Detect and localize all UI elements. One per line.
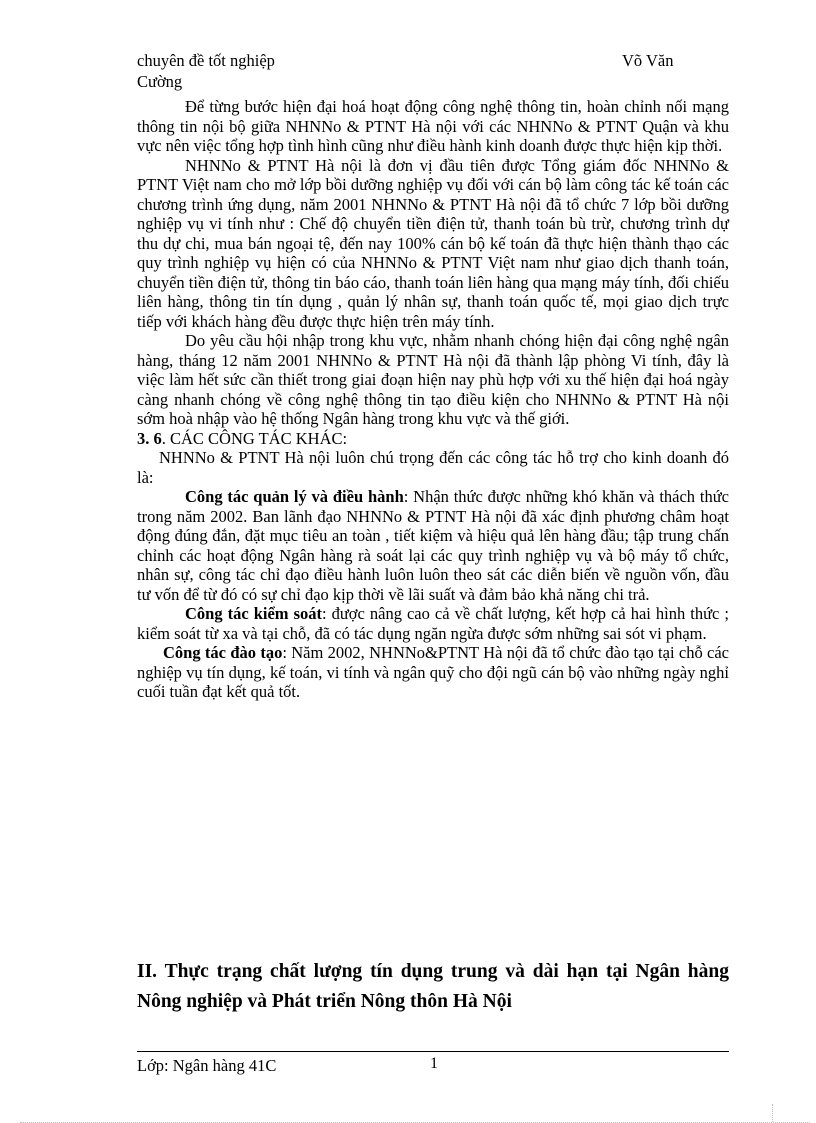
paragraph-5-text: : Nhận thức được những khó khăn và thách thức trong năm 2002. Ban lãnh đạo NHNNo & PTNT Hà nội đã xác định phương châm hoạt động đúng đắn, đặt mục tiêu an toàn , tiết kiệm và hiệu quả lên hàng đầu; tập trung chấn chỉnh các hoạt động Ngân hàng rà soát lại các quy trình nghiệp vụ và bộ máy tổ chức, nhân sự, công tác chỉ đạo điều hành luôn luôn theo sát các diễn biến về nguồn vốn, đầu tư vốn để từ đó có sự chỉ đạo kịp thời về lãi suất và đảm bảo khả năng chi trả.: [137, 487, 729, 604]
paragraph-4: NHNNo & PTNT Hà nội luôn chú trọng đến các công tác hỗ trợ cho kinh doanh đó là:: [137, 448, 729, 487]
body-text: [137, 97, 729, 702]
paragraph-6-text: : được nâng cao cả về chất lượng, kết hợp cả hai hình thức ; kiểm soát từ xa và tại chỗ, đã có tác dụng ngăn ngừa được sớm những sai sót vi phạm.: [137, 604, 729, 643]
page-number: 1: [430, 1055, 438, 1072]
paragraph-7: [137, 643, 729, 702]
footer-divider: [137, 1051, 729, 1052]
header-title: chuyên đề tốt nghiệp: [137, 51, 275, 70]
chapter-heading: II. Thực trạng chất lượng tín dụng trung và dài hạn tại Ngân hàng Nông nghiệp và Phát triển Nông thôn Hà Nội: [137, 961, 729, 1012]
header-author: Võ Văn: [622, 51, 674, 70]
paragraph-6-lead: Công tác kiểm soát: [185, 604, 322, 623]
paragraph-7-text: : Năm 2002, NHNNo&PTNT Hà nội đã tổ chức đào tạo tại chỗ các nghiệp vụ tín dụng, kế toán, vi tính và ngân quỹ cho đội ngũ cán bộ vào những ngày nghỉ cuối tuần đạt kết quả tốt.: [137, 643, 729, 701]
footer-class: Lớp: Ngân hàng 41C: [137, 1056, 277, 1075]
page-corner-marker: [772, 1104, 774, 1122]
section-heading: [137, 429, 729, 449]
section-title: . CÁC CÔNG TÁC KHÁC:: [161, 428, 348, 448]
paragraph-5-lead: Công tác quản lý và điều hành: [185, 487, 404, 506]
paragraph-5: [137, 487, 729, 604]
paragraph-2: NHNNo & PTNT Hà nội là đơn vị đầu tiên được Tổng giám đốc NHNNo & PTNT Việt nam cho mở lớp bồi dưỡng nghiệp vụ đối với cán bộ làm công tác kế toán các chương trình ứng dụng, năm 2001 NHNNo & PTNT Hà nội đã tổ chức 7 lớp bồi dưỡng nghiệp vụ vi tính như : Chế độ chuyển tiền điện tử, thanh toán bù trừ, chương trình dự thu dự chi, mua bán ngoại tệ, đến nay 100% cán bộ kế toán đã thực hiện thành thạo các quy trình nghiệp vụ hiện có của NHNNo & PTNT Việt nam như giao dịch thanh toán, chuyển tiền điện tử, thông tin báo cáo, thanh toán liên hàng qua mạng máy tính, đối chiếu liên hàng, thông tin tín dụng , quản lý nhân sự, thanh toán quốc tế, mọi giao dịch trực tiếp với khách hàng đều được thực hiện trên máy tính.: [137, 155, 729, 331]
paragraph-3: Do yêu cầu hội nhập trong khu vực, nhằm nhanh chóng hiện đại công nghệ ngân hàng, tháng 12 năm 2001 NHNNo & PTNT Hà nội đã thành lập phòng Vi tính, đây là việc làm hết sức cần thiết trong giai đoạn hiện nay phù hợp với xu thế hiện đại hoá ngày càng nhanh chóng về công nghệ thông tin tạo điều kiện cho NHNNo & PTNT Hà nội sớm hoà nhập vào hệ thống Ngân hàng trong khu vực và thế giới.: [137, 331, 729, 428]
paragraph-6: [137, 604, 729, 643]
section-number: 3. 6: [137, 428, 162, 448]
header-author-continuation: Cường: [137, 72, 183, 91]
paragraph-1: Để từng bước hiện đại hoá hoạt động công nghệ thông tin, hoàn chỉnh nối mạng thông tin nội bộ giữa NHNNo & PTNT Hà nội với các NHNNo & PTNT Quận và khu vực nên việc tổng hợp tình hình cũng như điều hành kinh doanh được thực hiện kịp thời.: [137, 97, 729, 155]
paragraph-7-lead: Công tác đào tạo: [163, 643, 283, 662]
